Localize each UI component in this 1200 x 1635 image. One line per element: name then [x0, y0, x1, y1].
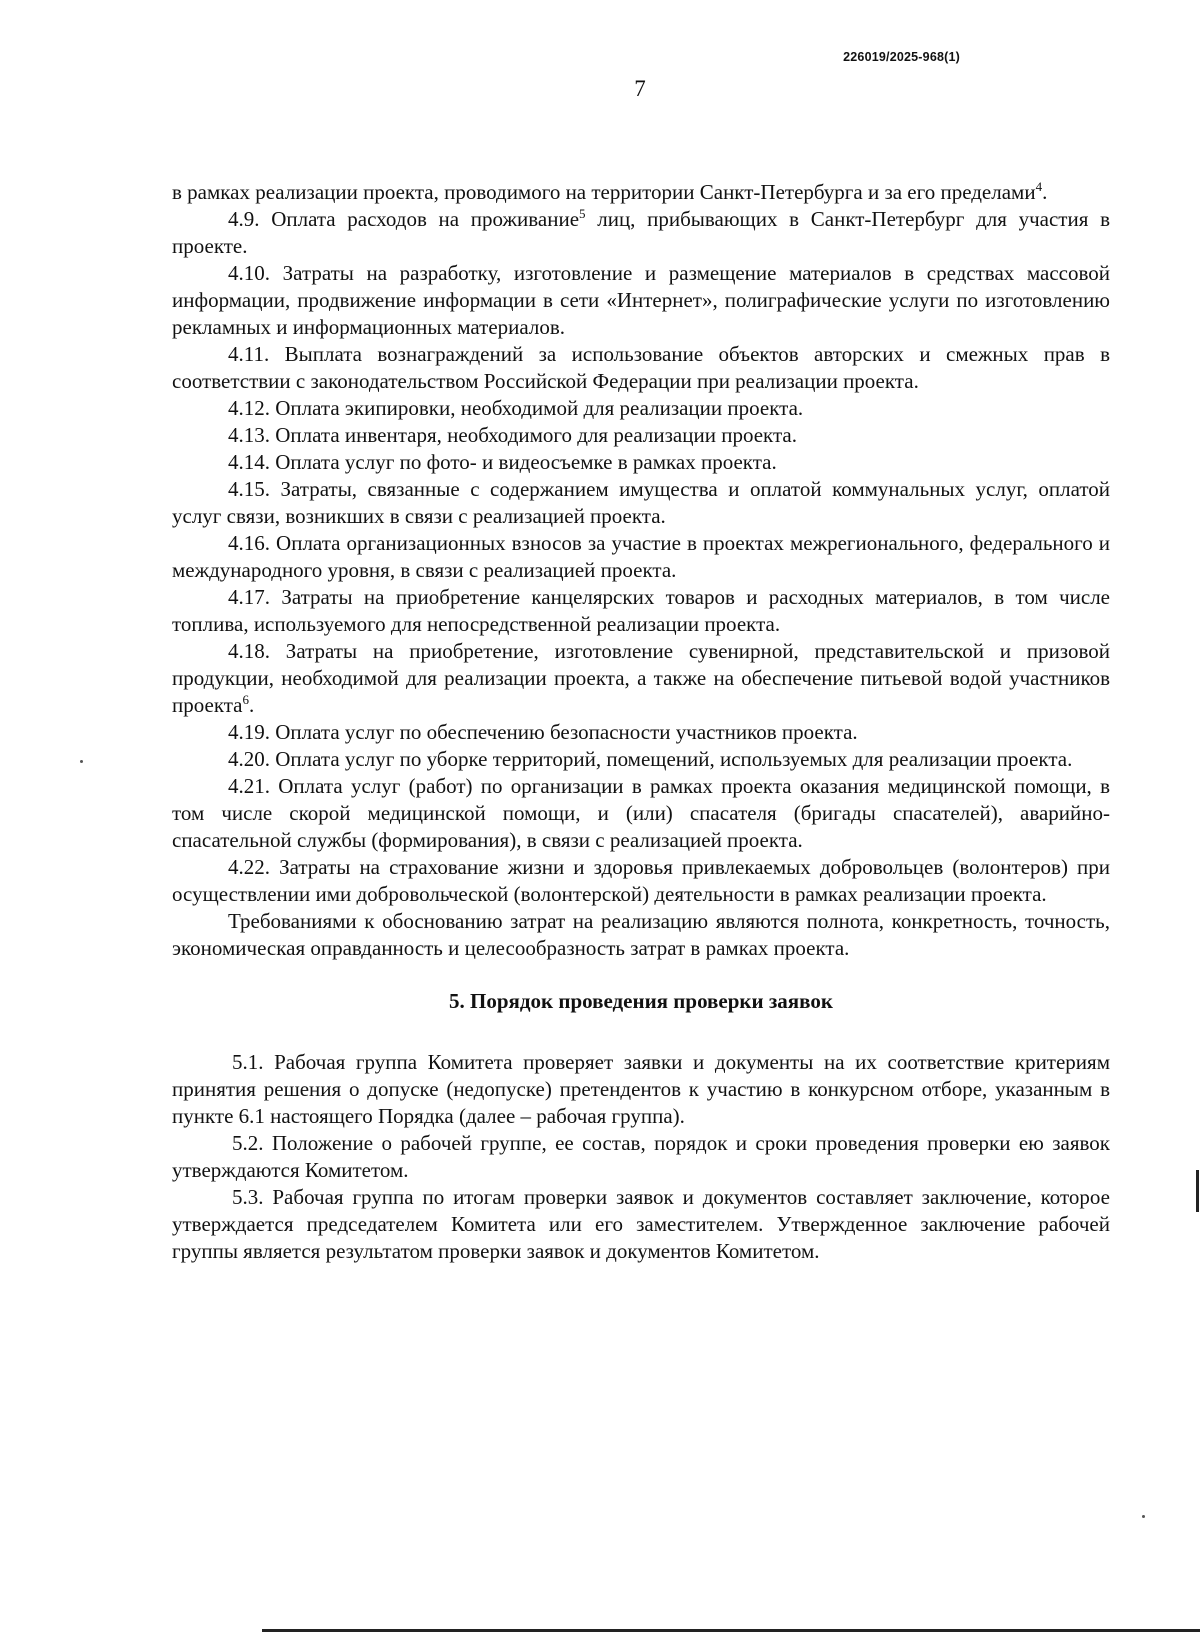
section-heading: 5. Порядок проведения проверки заявок	[449, 989, 833, 1013]
paragraph-4-22: 4.22. Затраты на страхование жизни и здоровья привлекаемых добровольцев (волонтеров) при осуществлении ими добровольческой (волонтерской) деятельности в рамках реализации проекта.	[172, 855, 1110, 906]
paragraph-4-21: 4.21. Оплата услуг (работ) по организации в рамках проекта оказания медицинской помощи, в том числе скорой медицинской помощи, и (или) спасателя (бригады спасателей), аварийно-спасательной службы (формирования), в связи с реализацией проекта.	[172, 774, 1110, 852]
paragraph-requirements: Требованиями к обоснованию затрат на реализацию являются полнота, конкретность, точность, экономическая оправданность и целесообразность затрат в рамках проекта.	[172, 909, 1110, 960]
document-body	[172, 179, 1110, 1265]
paragraph-4-11: 4.11. Выплата вознаграждений за использование объектов авторских и смежных прав в соответствии с законодательством Российской Федерации при реализации проекта.	[172, 342, 1110, 393]
scan-edge-line	[262, 1629, 1200, 1632]
paragraph-4-12: 4.12. Оплата экипировки, необходимой для реализации проекта.	[228, 396, 804, 420]
paragraph-4-13: 4.13. Оплата инвентаря, необходимого для реализации проекта.	[228, 423, 797, 447]
paragraph-5-3: 5.3. Рабочая группа по итогам проверки заявок и документов составляет заключение, которое утверждается председателем Комитета или его заместителем. Утвержденное заключение рабочей группы является результатом проверки заявок и документов Комитетом.	[172, 1185, 1110, 1263]
footnote-ref: 4	[1035, 179, 1043, 194]
paragraph-4-20: 4.20. Оплата услуг по уборке территорий, помещений, используемых для реализации проекта.	[228, 747, 1073, 771]
paragraph-4-9: 4.9. Оплата расходов на проживание$^5$ лиц, прибывающих в Санкт-Петербург для участия в проекте.	[172, 206, 1110, 258]
scan-speck	[1142, 1515, 1145, 1518]
paragraph-4-19: 4.19. Оплата услуг по обеспечению безопасности участников проекта.	[228, 720, 858, 744]
paragraph-4-18: 4.18. Затраты на приобретение, изготовление сувенирной, представительской и призовой продукции, необходимой для реализации проекта, а также на обеспечение питьевой водой участников проекта$^6$.	[172, 639, 1110, 717]
paragraph-continuation: в рамках реализации проекта, проводимого на территории Санкт-Петербурга и за его пределами$^4$.	[172, 179, 1048, 204]
paragraph-4-17: 4.17. Затраты на приобретение канцелярских товаров и расходных материалов, в том числе топлива, используемого для непосредственной реализации проекта.	[172, 585, 1110, 636]
footnote-ref: 6	[242, 692, 249, 707]
paragraph-4-14: 4.14. Оплата услуг по фото- и видеосъемке в рамках проекта.	[228, 450, 777, 474]
scan-speck	[80, 760, 83, 763]
paragraph-4-10: 4.10. Затраты на разработку, изготовление и размещение материалов в средствах массовой информации, продвижение информации в сети «Интернет», полиграфические услуги по изготовлению рекламных и информационных материалов.	[172, 261, 1110, 339]
page-number: 7	[634, 76, 646, 101]
paragraph-4-15: 4.15. Затраты, связанные с содержанием имущества и оплатой коммунальных услуг, оплатой услуг связи, возникших в связи с реализацией проекта.	[172, 477, 1110, 528]
footnote-ref: 5	[579, 206, 586, 221]
document-number: 226019/2025-968(1)	[843, 50, 960, 64]
paragraph-5-2: 5.2. Положение о рабочей группе, ее состав, порядок и сроки проведения проверки ею заявок утверждаются Комитетом.	[172, 1131, 1110, 1182]
scan-edge-mark	[1196, 1170, 1199, 1212]
paragraph-5-1: 5.1. Рабочая группа Комитета проверяет заявки и документы на их соответствие критериям принятия решения о допуске (недопуске) претендентов к участию в конкурсном отборе, указанным в пункте 6.1 настоящего Порядка (далее – рабочая группа).	[172, 1050, 1110, 1128]
paragraph-4-16: 4.16. Оплата организационных взносов за участие в проектах межрегионального, федерального и международного уровня, в связи с реализацией проекта.	[172, 531, 1110, 582]
